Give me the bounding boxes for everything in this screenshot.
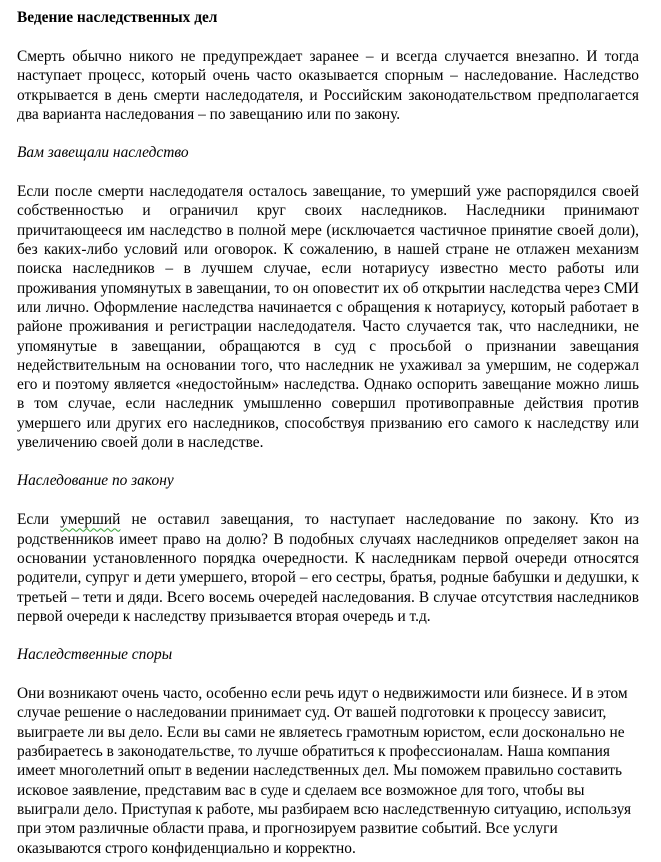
text-fragment: не оставил завещания, то наступает наследование по закону. Кто из родственников имеет право на долю? В подобных случаях наследников определяет закон на основании установленного порядка очередности. К наследникам первой очереди относятся родители, супруг и дети умершего, второй – его сестры, братья, родные бабушки и дедушки, к третьей – тети и дяди. Всего восемь очередей наследования. В случае отсутствия наследников первой очереди к наследству призывается вторая очередь и т.д. [17, 511, 639, 625]
intro-paragraph: Смерть обычно никого не предупреждает заранее – и всегда случается внезапно. И тогда наступает процесс, который очень часто оказывается спорным – наследование. Наследство открывается в день смерти наследодателя, и Российским законодательством предполагается два варианта наследования – по завещанию или по закону. [17, 48, 639, 123]
section-heading-will: Вам завещали наследство [17, 144, 189, 162]
text-fragment: Если [17, 511, 61, 529]
section-text-law [17, 510, 639, 626]
page-title: Ведение наследственных дел [17, 9, 218, 26]
section-heading-law: Наследование по закону [17, 472, 174, 490]
section-text-disputes: Они возникают очень часто, особенно если речь идут о недвижимости или бизнесе. И в этом случае решение о наследовании принимает суд. От вашей подготовки к процессу зависит, выиграете ли вы дело. Если вы сами не являетесь грамотным юристом, если досконально не разбираетесь в законодательстве, то лучше обратиться к профессионалам. Наша компания имеет многолетний опыт в ведении наследственных дел. Мы поможем правильно составить исковое заявление, представим вас в суде и сделаем все возможное для того, чтобы вы выиграли дело. Приступая к работе, мы разбираем всю наследственную ситуацию, используя при этом различные области права, и прогнозируем развитие событий. Все услуги оказываются строго конфиденциально и корректно. [17, 685, 632, 857]
spellcheck-flagged-word[interactable]: умерший [60, 511, 121, 529]
section-text-will: Если после смерти наследодателя осталось завещание, то умерший уже распорядился своей собственностью и ограничил круг своих наследников. Наследники принимают причитающееся им наследство в полной мере (исключается частичное принятие своей доли), без каких-либо условий или оговорок. К сожалению, в нашей стране не отлажен механизм поиска наследников – в лучшем случае, если нотариусу известно место работы или проживания упомянутых в завещании, то он оповестит их об открытии наследства через СМИ или лично. Оформление наследства начинается с обращения к нотариусу, который работает в районе проживания и регистрации наследодателя. Часто случается так, что наследники, не упомянутые в завещании, обращаются в суд с просьбой о признании завещания недействительным на основании того, что наследник не ухаживал за умершим, не содержал его и поэтому является «недостойным» наследства. Однако оспорить завещание можно лишь в том случае, если наследник умышленно совершил противоправные действия против умершего или других его наследников, способствуя призванию его самого к наследству или увеличению своей доли в наследстве. [17, 183, 639, 452]
section-heading-disputes: Наследственные споры [17, 646, 173, 664]
